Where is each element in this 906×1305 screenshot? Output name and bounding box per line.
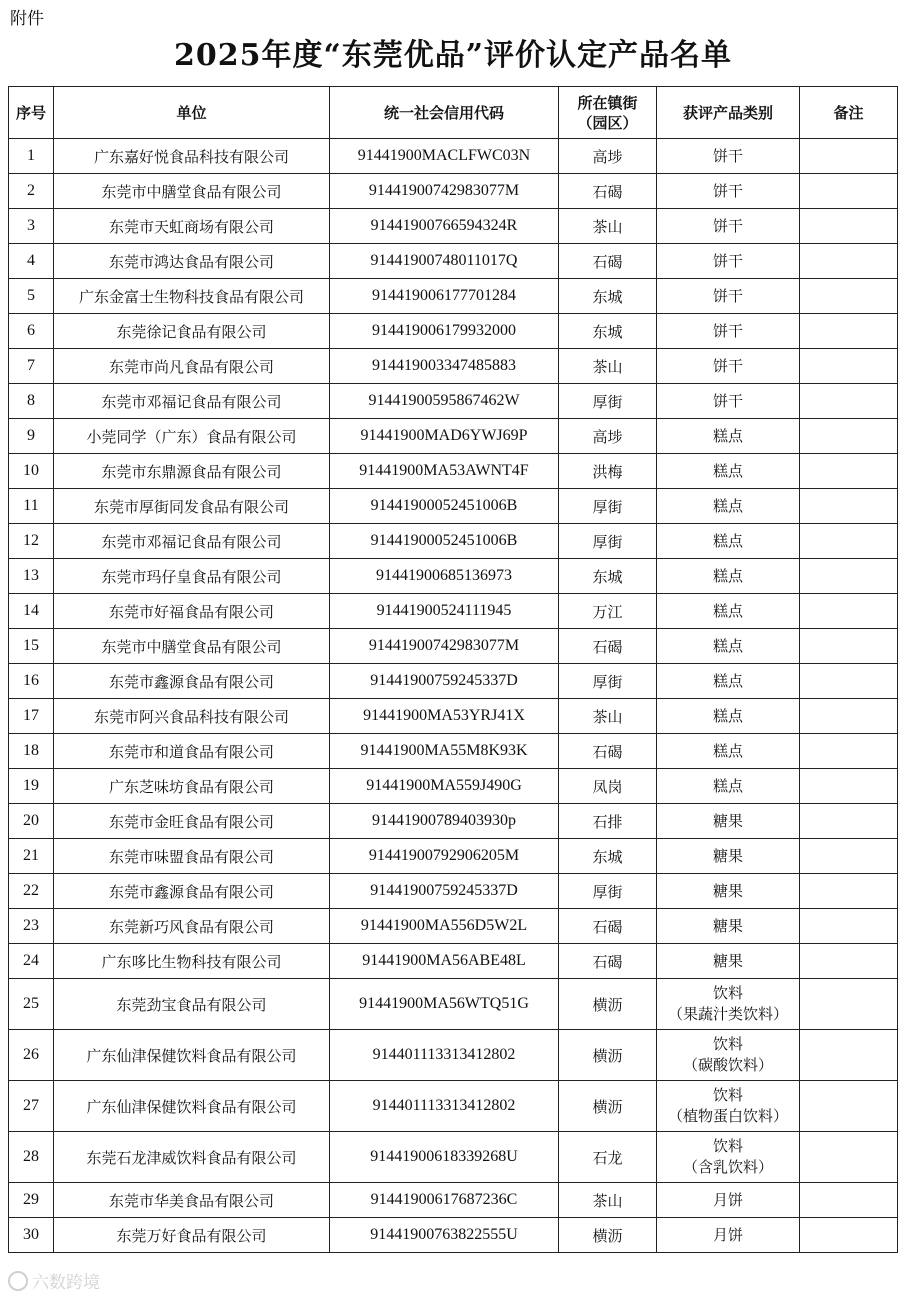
cell-town: 东城 xyxy=(559,279,657,314)
cell-category: 糕点 xyxy=(657,629,800,664)
cell-unit: 广东仙津保健饮料食品有限公司 xyxy=(54,1081,330,1132)
cell-no: 23 xyxy=(9,909,54,944)
watermark-text: 六数跨境 xyxy=(32,1273,100,1293)
cell-town: 横沥 xyxy=(559,979,657,1030)
cell-unit: 东莞市鑫源食品有限公司 xyxy=(54,664,330,699)
cell-unit: 东莞徐记食品有限公司 xyxy=(54,314,330,349)
table-row xyxy=(9,419,898,454)
cell-no: 24 xyxy=(9,944,54,979)
cell-category: 糕点 xyxy=(657,419,800,454)
cell-note xyxy=(800,209,898,244)
cell-category xyxy=(657,1081,800,1132)
cell-unit: 东莞市东鼎源食品有限公司 xyxy=(54,454,330,489)
cell-credit-code: 914419006179932000 xyxy=(330,314,559,349)
cell-no: 8 xyxy=(9,384,54,419)
cell-category: 饼干 xyxy=(657,384,800,419)
cell-note xyxy=(800,349,898,384)
cell-town: 凤岗 xyxy=(559,769,657,804)
cell-note xyxy=(800,1183,898,1218)
cell-no: 16 xyxy=(9,664,54,699)
cell-category: 月饼 xyxy=(657,1183,800,1218)
category-main: 饮料 xyxy=(712,984,743,1002)
cell-credit-code: 91441900MA56WTQ51G xyxy=(330,979,559,1030)
table-row xyxy=(9,979,898,1030)
table-row xyxy=(9,909,898,944)
cell-unit: 广东哆比生物科技有限公司 xyxy=(54,944,330,979)
cell-credit-code: 914401113313412802 xyxy=(330,1081,559,1132)
cell-unit: 东莞市鸿达食品有限公司 xyxy=(54,244,330,279)
cell-no: 7 xyxy=(9,349,54,384)
cell-town: 石碣 xyxy=(559,909,657,944)
cell-note xyxy=(800,979,898,1030)
category-main: 饮料 xyxy=(712,1035,743,1053)
header-note: 备注 xyxy=(800,87,898,139)
cell-town: 高埗 xyxy=(559,139,657,174)
cell-credit-code: 91441900766594324R xyxy=(330,209,559,244)
cell-unit: 东莞万好食品有限公司 xyxy=(54,1218,330,1253)
cell-unit: 东莞市鑫源食品有限公司 xyxy=(54,874,330,909)
cell-category: 饼干 xyxy=(657,279,800,314)
cell-unit: 广东嘉好悦食品科技有限公司 xyxy=(54,139,330,174)
cell-unit: 东莞市邓福记食品有限公司 xyxy=(54,524,330,559)
cell-unit: 东莞市和道食品有限公司 xyxy=(54,734,330,769)
product-list-table xyxy=(8,86,898,1253)
table-row xyxy=(9,944,898,979)
cell-credit-code: 91441900685136973 xyxy=(330,559,559,594)
cell-town: 厚街 xyxy=(559,384,657,419)
cell-unit: 东莞市中膳堂食品有限公司 xyxy=(54,174,330,209)
header-credit-code: 统一社会信用代码 xyxy=(330,87,559,139)
cell-note xyxy=(800,489,898,524)
table-row xyxy=(9,559,898,594)
cell-town: 厚街 xyxy=(559,524,657,559)
table-row xyxy=(9,524,898,559)
table-row xyxy=(9,209,898,244)
cell-category: 饼干 xyxy=(657,244,800,279)
cell-category: 饼干 xyxy=(657,174,800,209)
cell-note xyxy=(800,734,898,769)
cell-category xyxy=(657,1132,800,1183)
cell-category: 饼干 xyxy=(657,349,800,384)
cell-note xyxy=(800,384,898,419)
cell-town: 石碣 xyxy=(559,244,657,279)
cell-note xyxy=(800,314,898,349)
cell-town: 茶山 xyxy=(559,349,657,384)
cell-unit: 东莞市邓福记食品有限公司 xyxy=(54,384,330,419)
cell-category: 糕点 xyxy=(657,769,800,804)
cell-town: 石碣 xyxy=(559,944,657,979)
cell-no: 28 xyxy=(9,1132,54,1183)
cell-unit: 东莞市厚街同发食品有限公司 xyxy=(54,489,330,524)
table-row xyxy=(9,699,898,734)
attachment-label: 附件 xyxy=(10,9,44,29)
table-row xyxy=(9,1218,898,1253)
document-title: 2025年度“东莞优品”评价认定产品名单 xyxy=(173,38,732,73)
table-header-row xyxy=(9,87,898,139)
cell-credit-code: 914419006177701284 xyxy=(330,279,559,314)
cell-note xyxy=(800,699,898,734)
cell-unit: 东莞石龙津威饮料食品有限公司 xyxy=(54,1132,330,1183)
header-town-line2: （园区） xyxy=(577,113,638,132)
cell-town: 石碣 xyxy=(559,629,657,664)
cell-category xyxy=(657,979,800,1030)
cell-town: 横沥 xyxy=(559,1030,657,1081)
table-row xyxy=(9,629,898,664)
cell-category: 糖果 xyxy=(657,804,800,839)
cell-no: 13 xyxy=(9,559,54,594)
cell-town: 石碣 xyxy=(559,734,657,769)
cell-credit-code: 91441900748011017Q xyxy=(330,244,559,279)
cell-town: 茶山 xyxy=(559,209,657,244)
cell-category: 糕点 xyxy=(657,734,800,769)
table-row xyxy=(9,384,898,419)
cell-unit: 小莞同学（广东）食品有限公司 xyxy=(54,419,330,454)
cell-note xyxy=(800,594,898,629)
cell-no: 25 xyxy=(9,979,54,1030)
cell-note xyxy=(800,769,898,804)
cell-no: 26 xyxy=(9,1030,54,1081)
cell-unit: 东莞市金旺食品有限公司 xyxy=(54,804,330,839)
category-sub: （碳酸饮料） xyxy=(682,1056,773,1074)
table-row xyxy=(9,594,898,629)
cell-town: 横沥 xyxy=(559,1218,657,1253)
cell-note xyxy=(800,839,898,874)
cell-credit-code: 91441900742983077M xyxy=(330,174,559,209)
cell-unit: 东莞市天虹商场有限公司 xyxy=(54,209,330,244)
table-row xyxy=(9,804,898,839)
cell-town: 石碣 xyxy=(559,174,657,209)
cell-town: 石排 xyxy=(559,804,657,839)
header-town xyxy=(559,87,657,139)
cell-no: 19 xyxy=(9,769,54,804)
category-sub: （含乳饮料） xyxy=(682,1158,773,1176)
cell-credit-code: 91441900MA55M8K93K xyxy=(330,734,559,769)
cell-category: 糕点 xyxy=(657,559,800,594)
table-row xyxy=(9,174,898,209)
cell-no: 2 xyxy=(9,174,54,209)
cell-credit-code: 91441900MA53AWNT4F xyxy=(330,454,559,489)
category-main: 饮料 xyxy=(712,1137,743,1155)
category-sub: （植物蛋白饮料） xyxy=(667,1107,788,1125)
table-row xyxy=(9,349,898,384)
cell-no: 11 xyxy=(9,489,54,524)
cell-credit-code: 91441900MA559J490G xyxy=(330,769,559,804)
cell-no: 30 xyxy=(9,1218,54,1253)
cell-no: 9 xyxy=(9,419,54,454)
cell-no: 29 xyxy=(9,1183,54,1218)
header-category: 获评产品类别 xyxy=(657,87,800,139)
cell-note xyxy=(800,174,898,209)
header-town-line1: 所在镇街 xyxy=(577,93,638,112)
table-row xyxy=(9,244,898,279)
cell-unit: 东莞市中膳堂食品有限公司 xyxy=(54,629,330,664)
cell-no: 6 xyxy=(9,314,54,349)
table-row xyxy=(9,769,898,804)
cell-unit: 广东仙津保健饮料食品有限公司 xyxy=(54,1030,330,1081)
cell-no: 21 xyxy=(9,839,54,874)
table-row xyxy=(9,1183,898,1218)
cell-unit: 广东金富士生物科技食品有限公司 xyxy=(54,279,330,314)
cell-credit-code: 91441900759245337D xyxy=(330,874,559,909)
cell-credit-code: 91441900MA556D5W2L xyxy=(330,909,559,944)
cell-note xyxy=(800,1081,898,1132)
cell-no: 20 xyxy=(9,804,54,839)
table-row xyxy=(9,734,898,769)
table-row xyxy=(9,839,898,874)
cell-note xyxy=(800,244,898,279)
cell-note xyxy=(800,664,898,699)
cell-no: 12 xyxy=(9,524,54,559)
cell-no: 4 xyxy=(9,244,54,279)
cell-note xyxy=(800,909,898,944)
cell-category: 饼干 xyxy=(657,314,800,349)
cell-credit-code: 91441900742983077M xyxy=(330,629,559,664)
cell-note xyxy=(800,1218,898,1253)
cell-credit-code: 91441900618339268U xyxy=(330,1132,559,1183)
cell-credit-code: 91441900759245337D xyxy=(330,664,559,699)
cell-unit: 东莞新巧风食品有限公司 xyxy=(54,909,330,944)
cell-no: 14 xyxy=(9,594,54,629)
cell-unit: 东莞市阿兴食品科技有限公司 xyxy=(54,699,330,734)
header-unit: 单位 xyxy=(54,87,330,139)
cell-town: 茶山 xyxy=(559,699,657,734)
cell-no: 27 xyxy=(9,1081,54,1132)
cell-credit-code: 91441900MA56ABE48L xyxy=(330,944,559,979)
table-row xyxy=(9,314,898,349)
cell-note xyxy=(800,524,898,559)
cell-town: 高埗 xyxy=(559,419,657,454)
cell-unit: 东莞市尚凡食品有限公司 xyxy=(54,349,330,384)
cell-credit-code: 914419003347485883 xyxy=(330,349,559,384)
table-row xyxy=(9,279,898,314)
cell-credit-code: 91441900617687236C xyxy=(330,1183,559,1218)
cell-category: 饼干 xyxy=(657,139,800,174)
cell-no: 10 xyxy=(9,454,54,489)
cell-credit-code: 91441900052451006B xyxy=(330,489,559,524)
cell-note xyxy=(800,944,898,979)
cell-town: 东城 xyxy=(559,839,657,874)
table-row xyxy=(9,489,898,524)
table-row xyxy=(9,1132,898,1183)
cell-note xyxy=(800,419,898,454)
cell-category: 糕点 xyxy=(657,664,800,699)
cell-credit-code: 91441900MA53YRJ41X xyxy=(330,699,559,734)
cell-note xyxy=(800,1132,898,1183)
category-sub: （果蔬汁类饮料） xyxy=(667,1005,788,1023)
cell-no: 5 xyxy=(9,279,54,314)
table-row xyxy=(9,1081,898,1132)
cell-credit-code: 91441900524111945 xyxy=(330,594,559,629)
cell-note xyxy=(800,559,898,594)
cell-category: 糕点 xyxy=(657,594,800,629)
cell-credit-code: 914401113313412802 xyxy=(330,1030,559,1081)
cell-category: 糕点 xyxy=(657,524,800,559)
cell-no: 1 xyxy=(9,139,54,174)
header-no: 序号 xyxy=(9,87,54,139)
cell-town: 东城 xyxy=(559,314,657,349)
cell-unit: 东莞市华美食品有限公司 xyxy=(54,1183,330,1218)
cell-category: 糖果 xyxy=(657,874,800,909)
cell-category: 饼干 xyxy=(657,209,800,244)
cell-credit-code: 91441900763822555U xyxy=(330,1218,559,1253)
cell-note xyxy=(800,874,898,909)
table-row xyxy=(9,874,898,909)
cell-credit-code: 91441900MACLFWC03N xyxy=(330,139,559,174)
cell-category: 糖果 xyxy=(657,944,800,979)
category-main: 饮料 xyxy=(712,1086,743,1104)
cell-category: 糕点 xyxy=(657,699,800,734)
cell-note xyxy=(800,1030,898,1081)
cell-unit: 广东芝味坊食品有限公司 xyxy=(54,769,330,804)
cell-town: 厚街 xyxy=(559,874,657,909)
cell-town: 东城 xyxy=(559,559,657,594)
cell-unit: 东莞劲宝食品有限公司 xyxy=(54,979,330,1030)
cell-no: 18 xyxy=(9,734,54,769)
cell-category: 糕点 xyxy=(657,454,800,489)
cell-note xyxy=(800,454,898,489)
cell-note xyxy=(800,279,898,314)
cell-credit-code: 91441900789403930p xyxy=(330,804,559,839)
cell-town: 万江 xyxy=(559,594,657,629)
table-row xyxy=(9,454,898,489)
cell-town: 茶山 xyxy=(559,1183,657,1218)
cell-town: 横沥 xyxy=(559,1081,657,1132)
cell-unit: 东莞市玛仔皇食品有限公司 xyxy=(54,559,330,594)
cell-category: 糕点 xyxy=(657,489,800,524)
cell-town: 厚街 xyxy=(559,489,657,524)
cell-category: 糖果 xyxy=(657,839,800,874)
table-row xyxy=(9,139,898,174)
cell-unit: 东莞市味盟食品有限公司 xyxy=(54,839,330,874)
cell-unit: 东莞市好福食品有限公司 xyxy=(54,594,330,629)
cell-no: 22 xyxy=(9,874,54,909)
watermark xyxy=(8,1268,100,1293)
cell-credit-code: 91441900792906205M xyxy=(330,839,559,874)
cell-credit-code: 91441900595867462W xyxy=(330,384,559,419)
watermark-logo-icon xyxy=(8,1271,28,1291)
cell-no: 15 xyxy=(9,629,54,664)
cell-town: 石龙 xyxy=(559,1132,657,1183)
cell-note xyxy=(800,139,898,174)
cell-town: 厚街 xyxy=(559,664,657,699)
cell-credit-code: 91441900MAD6YWJ69P xyxy=(330,419,559,454)
cell-note xyxy=(800,629,898,664)
cell-category: 月饼 xyxy=(657,1218,800,1253)
cell-no: 17 xyxy=(9,699,54,734)
cell-town: 洪梅 xyxy=(559,454,657,489)
cell-note xyxy=(800,804,898,839)
cell-category xyxy=(657,1030,800,1081)
table-row xyxy=(9,1030,898,1081)
cell-no: 3 xyxy=(9,209,54,244)
table-row xyxy=(9,664,898,699)
cell-category: 糖果 xyxy=(657,909,800,944)
cell-credit-code: 91441900052451006B xyxy=(330,524,559,559)
